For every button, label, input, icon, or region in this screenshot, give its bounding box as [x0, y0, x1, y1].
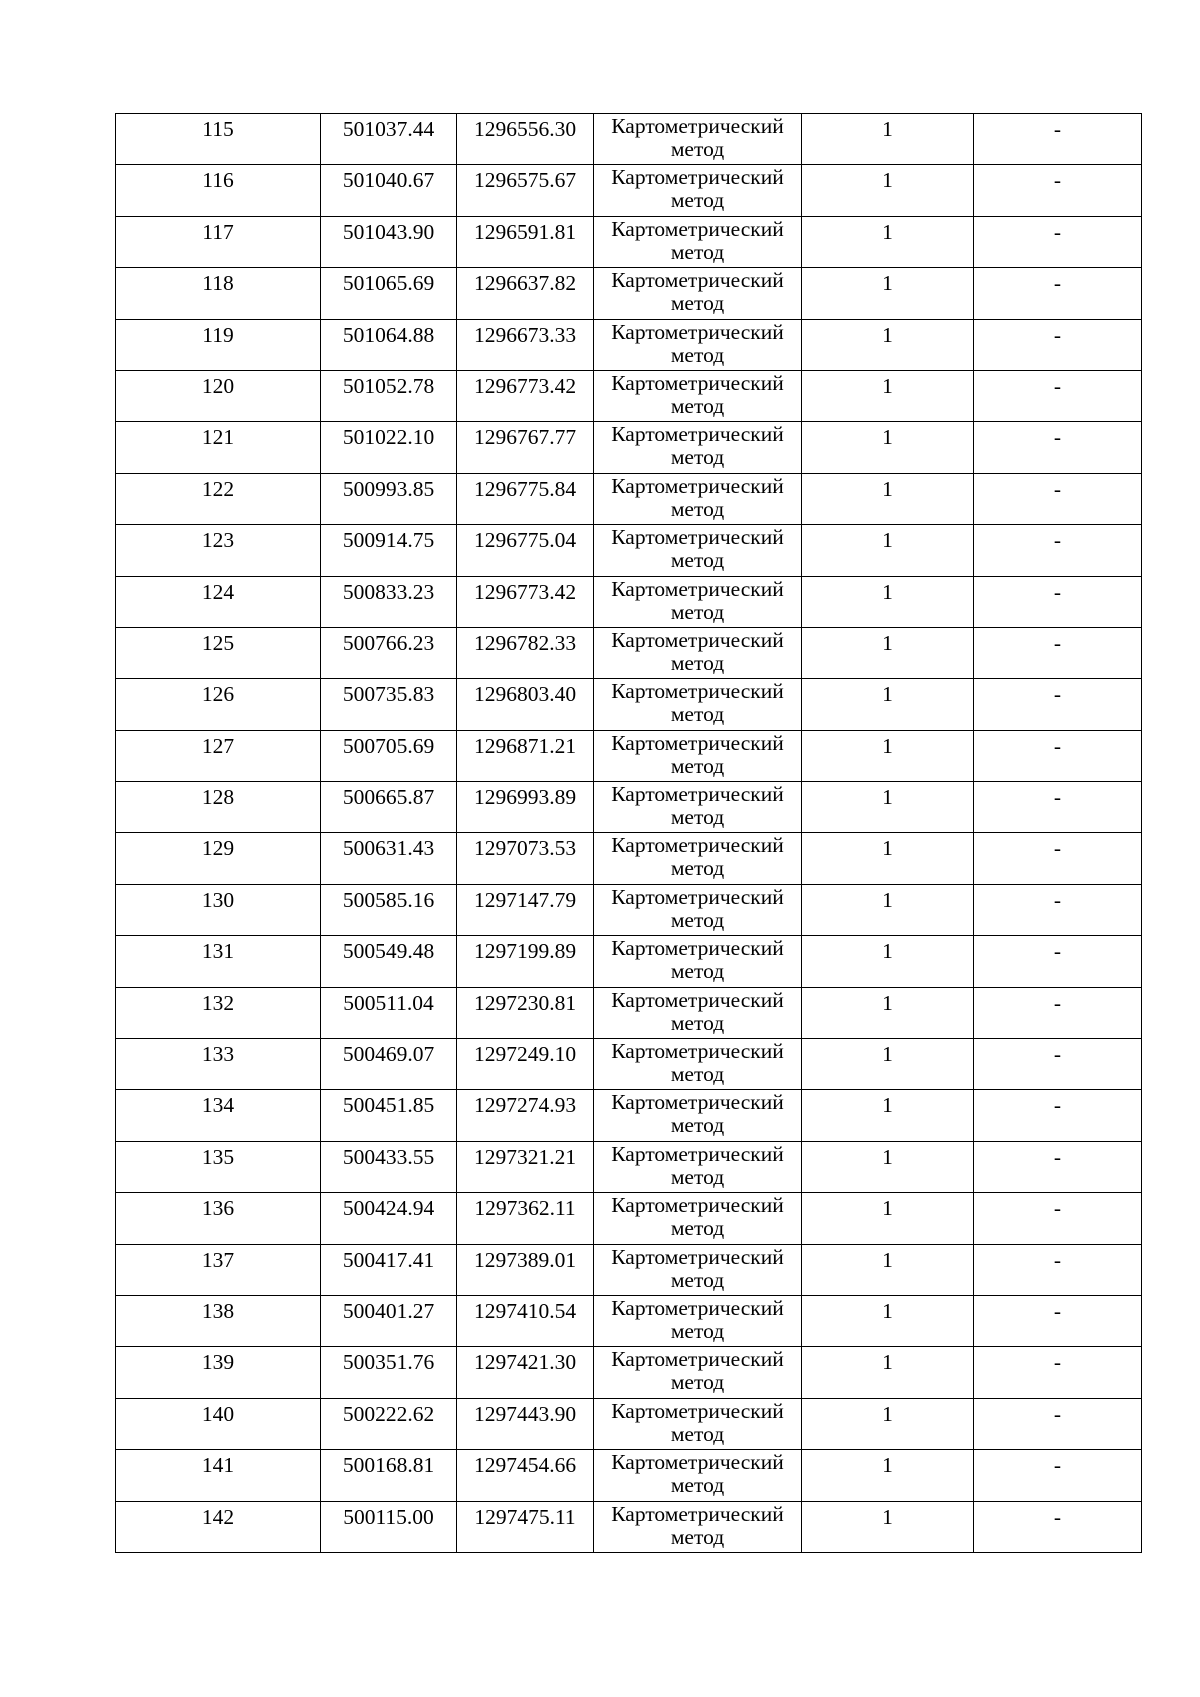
count-cell: 1 [802, 268, 974, 319]
method-cell [594, 216, 802, 267]
method-cell [594, 1398, 802, 1449]
method-cell [594, 730, 802, 781]
method-line-1: Картометрический [611, 370, 784, 395]
method-line-2: метод [670, 1421, 725, 1446]
table-row [116, 525, 1142, 576]
point-number-cell: 128 [116, 782, 321, 833]
count-cell: 1 [802, 679, 974, 730]
point-number-cell: 127 [116, 730, 321, 781]
method-line-2: метод [670, 1010, 725, 1035]
note-cell: - [974, 1039, 1142, 1090]
point-number-cell: 142 [116, 1501, 321, 1552]
point-number-cell: 137 [116, 1244, 321, 1295]
y-coordinate-cell: 1296575.67 [457, 165, 594, 216]
table-row [116, 833, 1142, 884]
y-coordinate-cell: 1297389.01 [457, 1244, 594, 1295]
note-cell: - [974, 1244, 1142, 1295]
table-row [116, 730, 1142, 781]
count-cell: 1 [802, 1193, 974, 1244]
method-line-2: метод [670, 137, 725, 161]
method-cell [594, 165, 802, 216]
x-coordinate-cell: 501052.78 [321, 370, 457, 421]
count-cell: 1 [802, 1039, 974, 1090]
y-coordinate-cell: 1297147.79 [457, 884, 594, 935]
y-coordinate-cell: 1296556.30 [457, 114, 594, 165]
count-cell: 1 [802, 216, 974, 267]
count-cell: 1 [802, 884, 974, 935]
y-coordinate-cell: 1297073.53 [457, 833, 594, 884]
note-cell: - [974, 1501, 1142, 1552]
point-number-cell: 120 [116, 370, 321, 421]
method-line-2: метод [670, 702, 725, 727]
method-line-2: метод [670, 239, 725, 264]
method-cell [594, 884, 802, 935]
table-row [116, 782, 1142, 833]
method-line-2: метод [670, 1370, 725, 1395]
x-coordinate-cell: 500401.27 [321, 1295, 457, 1346]
method-line-1: Картометрический [611, 216, 784, 241]
x-coordinate-cell: 500914.75 [321, 525, 457, 576]
x-coordinate-cell: 500735.83 [321, 679, 457, 730]
point-number-cell: 123 [116, 525, 321, 576]
point-number-cell: 132 [116, 987, 321, 1038]
point-number-cell: 126 [116, 679, 321, 730]
count-cell: 1 [802, 936, 974, 987]
point-number-cell: 141 [116, 1450, 321, 1501]
method-line-1: Картометрический [611, 114, 784, 138]
note-cell: - [974, 1193, 1142, 1244]
note-cell: - [974, 1398, 1142, 1449]
method-cell [594, 1141, 802, 1192]
method-line-1: Картометрический [611, 525, 784, 550]
x-coordinate-cell: 500631.43 [321, 833, 457, 884]
method-cell [594, 936, 802, 987]
method-line-1: Картометрический [611, 422, 784, 447]
point-number-cell: 129 [116, 833, 321, 884]
method-line-2: метод [670, 805, 725, 830]
method-cell [594, 627, 802, 678]
note-cell: - [974, 1450, 1142, 1501]
method-line-1: Картометрический [611, 1501, 784, 1526]
x-coordinate-cell: 500115.00 [321, 1501, 457, 1552]
method-line-2: метод [670, 753, 725, 778]
method-line-2: метод [670, 959, 725, 984]
table-row [116, 627, 1142, 678]
count-cell: 1 [802, 1244, 974, 1295]
count-cell: 1 [802, 1501, 974, 1552]
method-line-2: метод [670, 1524, 725, 1549]
note-cell: - [974, 936, 1142, 987]
method-line-2: метод [670, 907, 725, 932]
point-number-cell: 140 [116, 1398, 321, 1449]
count-cell: 1 [802, 165, 974, 216]
method-line-1: Картометрический [611, 319, 784, 344]
table-row [116, 1193, 1142, 1244]
x-coordinate-cell: 500993.85 [321, 473, 457, 524]
x-coordinate-cell: 500469.07 [321, 1039, 457, 1090]
point-number-cell: 125 [116, 627, 321, 678]
method-cell [594, 679, 802, 730]
table-row [116, 884, 1142, 935]
note-cell: - [974, 782, 1142, 833]
count-cell: 1 [802, 319, 974, 370]
method-line-2: метод [670, 1473, 725, 1498]
point-number-cell: 135 [116, 1141, 321, 1192]
method-line-1: Картометрический [611, 1141, 784, 1166]
x-coordinate-cell: 501064.88 [321, 319, 457, 370]
method-line-1: Картометрический [611, 884, 784, 909]
point-number-cell: 116 [116, 165, 321, 216]
method-cell [594, 319, 802, 370]
y-coordinate-cell: 1297274.93 [457, 1090, 594, 1141]
count-cell: 1 [802, 987, 974, 1038]
method-line-1: Картометрический [611, 1193, 784, 1218]
table-row [116, 1450, 1142, 1501]
table-row [116, 1398, 1142, 1449]
count-cell: 1 [802, 525, 974, 576]
count-cell: 1 [802, 1295, 974, 1346]
coordinates-table [115, 113, 1142, 1553]
table-row [116, 1295, 1142, 1346]
y-coordinate-cell: 1297230.81 [457, 987, 594, 1038]
method-line-1: Картометрический [611, 1295, 784, 1320]
note-cell: - [974, 730, 1142, 781]
point-number-cell: 118 [116, 268, 321, 319]
count-cell: 1 [802, 730, 974, 781]
method-line-2: метод [670, 650, 725, 675]
table-row [116, 1141, 1142, 1192]
point-number-cell: 117 [116, 216, 321, 267]
method-line-2: метод [670, 548, 725, 573]
count-cell: 1 [802, 473, 974, 524]
table-row [116, 987, 1142, 1038]
note-cell: - [974, 165, 1142, 216]
y-coordinate-cell: 1297475.11 [457, 1501, 594, 1552]
method-line-2: метод [670, 1113, 725, 1138]
y-coordinate-cell: 1297421.30 [457, 1347, 594, 1398]
method-line-2: метод [670, 291, 725, 316]
x-coordinate-cell: 500417.41 [321, 1244, 457, 1295]
note-cell: - [974, 1090, 1142, 1141]
method-line-2: метод [670, 393, 725, 418]
y-coordinate-cell: 1297443.90 [457, 1398, 594, 1449]
method-cell [594, 1193, 802, 1244]
table-row [116, 268, 1142, 319]
method-cell [594, 833, 802, 884]
table-row [116, 165, 1142, 216]
method-cell [594, 1039, 802, 1090]
method-cell [594, 473, 802, 524]
method-line-2: метод [670, 342, 725, 367]
method-cell [594, 1090, 802, 1141]
x-coordinate-cell: 500665.87 [321, 782, 457, 833]
method-line-1: Картометрический [611, 1090, 784, 1115]
count-cell: 1 [802, 576, 974, 627]
note-cell: - [974, 268, 1142, 319]
method-line-2: метод [670, 599, 725, 624]
table-row [116, 679, 1142, 730]
x-coordinate-cell: 500511.04 [321, 987, 457, 1038]
point-number-cell: 131 [116, 936, 321, 987]
y-coordinate-cell: 1297249.10 [457, 1039, 594, 1090]
table-row [116, 422, 1142, 473]
method-cell [594, 268, 802, 319]
y-coordinate-cell: 1296591.81 [457, 216, 594, 267]
point-number-cell: 122 [116, 473, 321, 524]
note-cell: - [974, 473, 1142, 524]
point-number-cell: 124 [116, 576, 321, 627]
table-row [116, 1347, 1142, 1398]
y-coordinate-cell: 1296767.77 [457, 422, 594, 473]
table-row [116, 936, 1142, 987]
note-cell: - [974, 319, 1142, 370]
x-coordinate-cell: 500168.81 [321, 1450, 457, 1501]
x-coordinate-cell: 501065.69 [321, 268, 457, 319]
x-coordinate-cell: 500766.23 [321, 627, 457, 678]
y-coordinate-cell: 1296782.33 [457, 627, 594, 678]
method-line-2: метод [670, 188, 725, 213]
x-coordinate-cell: 501022.10 [321, 422, 457, 473]
table-row [116, 1090, 1142, 1141]
y-coordinate-cell: 1296775.04 [457, 525, 594, 576]
y-coordinate-cell: 1296993.89 [457, 782, 594, 833]
method-cell [594, 370, 802, 421]
note-cell: - [974, 833, 1142, 884]
method-line-1: Картометрический [611, 1244, 784, 1269]
point-number-cell: 139 [116, 1347, 321, 1398]
method-cell [594, 1347, 802, 1398]
x-coordinate-cell: 501043.90 [321, 216, 457, 267]
y-coordinate-cell: 1297362.11 [457, 1193, 594, 1244]
method-cell [594, 114, 802, 165]
count-cell: 1 [802, 1398, 974, 1449]
method-line-1: Картометрический [611, 730, 784, 755]
y-coordinate-cell: 1296673.33 [457, 319, 594, 370]
method-cell [594, 576, 802, 627]
x-coordinate-cell: 501040.67 [321, 165, 457, 216]
x-coordinate-cell: 500585.16 [321, 884, 457, 935]
count-cell: 1 [802, 1450, 974, 1501]
count-cell: 1 [802, 370, 974, 421]
method-line-1: Картометрический [611, 936, 784, 961]
method-cell [594, 782, 802, 833]
count-cell: 1 [802, 422, 974, 473]
method-cell [594, 1501, 802, 1552]
x-coordinate-cell: 500705.69 [321, 730, 457, 781]
x-coordinate-cell: 500549.48 [321, 936, 457, 987]
note-cell: - [974, 422, 1142, 473]
point-number-cell: 138 [116, 1295, 321, 1346]
point-number-cell: 134 [116, 1090, 321, 1141]
method-line-2: метод [670, 1318, 725, 1343]
count-cell: 1 [802, 782, 974, 833]
table-row [116, 1244, 1142, 1295]
count-cell: 1 [802, 833, 974, 884]
method-line-1: Картометрический [611, 576, 784, 601]
y-coordinate-cell: 1297199.89 [457, 936, 594, 987]
method-line-2: метод [670, 856, 725, 881]
method-line-1: Картометрический [611, 1398, 784, 1423]
table-row [116, 1039, 1142, 1090]
y-coordinate-cell: 1296775.84 [457, 473, 594, 524]
note-cell: - [974, 216, 1142, 267]
count-cell: 1 [802, 1347, 974, 1398]
method-line-2: метод [670, 1216, 725, 1241]
table-row [116, 319, 1142, 370]
note-cell: - [974, 987, 1142, 1038]
x-coordinate-cell: 501037.44 [321, 114, 457, 165]
method-line-2: метод [670, 496, 725, 521]
x-coordinate-cell: 500351.76 [321, 1347, 457, 1398]
method-cell [594, 1295, 802, 1346]
table-row [116, 576, 1142, 627]
count-cell: 1 [802, 1141, 974, 1192]
method-line-2: метод [670, 1267, 725, 1292]
y-coordinate-cell: 1297321.21 [457, 1141, 594, 1192]
note-cell: - [974, 114, 1142, 165]
method-line-1: Картометрический [611, 473, 784, 498]
method-line-2: метод [670, 1062, 725, 1087]
y-coordinate-cell: 1296773.42 [457, 370, 594, 421]
method-line-1: Картометрический [611, 1039, 784, 1064]
method-line-1: Картометрический [611, 833, 784, 858]
table-row [116, 114, 1142, 165]
method-line-1: Картометрический [611, 679, 784, 704]
method-line-1: Картометрический [611, 165, 784, 190]
y-coordinate-cell: 1296803.40 [457, 679, 594, 730]
x-coordinate-cell: 500433.55 [321, 1141, 457, 1192]
point-number-cell: 133 [116, 1039, 321, 1090]
y-coordinate-cell: 1297454.66 [457, 1450, 594, 1501]
y-coordinate-cell: 1296637.82 [457, 268, 594, 319]
method-cell [594, 525, 802, 576]
method-cell [594, 1450, 802, 1501]
point-number-cell: 136 [116, 1193, 321, 1244]
count-cell: 1 [802, 1090, 974, 1141]
y-coordinate-cell: 1297410.54 [457, 1295, 594, 1346]
y-coordinate-cell: 1296773.42 [457, 576, 594, 627]
table-row [116, 473, 1142, 524]
note-cell: - [974, 525, 1142, 576]
method-line-2: метод [670, 1164, 725, 1189]
note-cell: - [974, 627, 1142, 678]
point-number-cell: 130 [116, 884, 321, 935]
method-cell [594, 1244, 802, 1295]
point-number-cell: 119 [116, 319, 321, 370]
note-cell: - [974, 884, 1142, 935]
method-cell [594, 422, 802, 473]
count-cell: 1 [802, 627, 974, 678]
count-cell: 1 [802, 114, 974, 165]
note-cell: - [974, 576, 1142, 627]
point-number-cell: 121 [116, 422, 321, 473]
coordinates-table-body [116, 114, 1142, 1553]
x-coordinate-cell: 500451.85 [321, 1090, 457, 1141]
method-line-1: Картометрический [611, 1347, 784, 1372]
note-cell: - [974, 1295, 1142, 1346]
method-line-1: Картометрический [611, 782, 784, 807]
note-cell: - [974, 370, 1142, 421]
method-line-2: метод [670, 445, 725, 470]
table-row [116, 370, 1142, 421]
method-line-1: Картометрический [611, 1450, 784, 1475]
note-cell: - [974, 1141, 1142, 1192]
x-coordinate-cell: 500222.62 [321, 1398, 457, 1449]
table-row [116, 216, 1142, 267]
note-cell: - [974, 1347, 1142, 1398]
table-row [116, 1501, 1142, 1552]
note-cell: - [974, 679, 1142, 730]
y-coordinate-cell: 1296871.21 [457, 730, 594, 781]
method-line-1: Картометрический [611, 627, 784, 652]
method-cell [594, 987, 802, 1038]
method-line-1: Картометрический [611, 987, 784, 1012]
method-line-1: Картометрический [611, 268, 784, 293]
x-coordinate-cell: 500833.23 [321, 576, 457, 627]
point-number-cell: 115 [116, 114, 321, 165]
x-coordinate-cell: 500424.94 [321, 1193, 457, 1244]
